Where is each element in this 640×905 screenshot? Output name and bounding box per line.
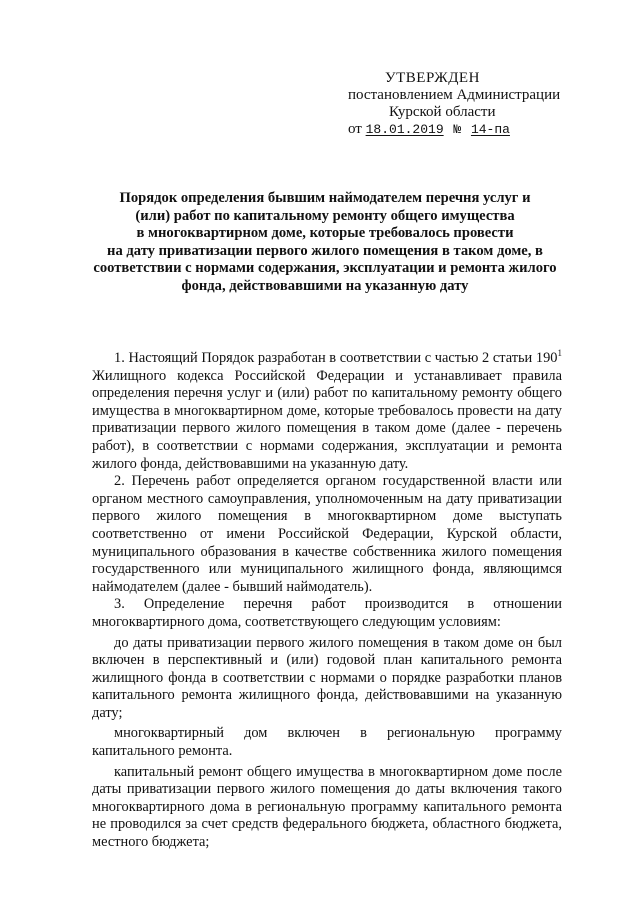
paragraph-6: капитальный ремонт общего имущества в многоквартирном доме после даты приватизации первого жилого помещения до даты включения такого многоквартирного дома в региональную программу капитального ремонта не проводился за счет средств федерального бюджета, областного бюджета, местного бюджета; (92, 763, 562, 851)
paragraph-1-start: 1. Настоящий Порядок разработан в соответствии с частью 2 статьи 190 (114, 350, 558, 366)
document-title-line: фонда, действовавшими на указанную дату (181, 277, 469, 294)
paragraph-3: 3. Определение перечня работ производится в отношении многоквартирного дома, соответствующего следующим условиям: (92, 596, 562, 630)
paragraph-4: до даты приватизации первого жилого помещения в таком доме он был включен в перспективный и (или) годовой план капитального ремонта жилищного фонда в соответствии с нормами о порядке разработки планов капитального ремонта жилищного фонда, действовавшими на указанную дату; (92, 634, 562, 721)
approval-block (348, 70, 578, 138)
approval-number-sign: № (453, 122, 462, 137)
approval-title: УТВЕРЖДЕН (385, 70, 480, 86)
document-body (92, 350, 562, 852)
approval-date: 18.01.2019 (365, 122, 444, 137)
paragraph-2: 2. Перечень работ определяется органом государственной власти или органом местного самоуправления, уполномоченным на дату приватизации первого жилого помещения в многоквартирном доме выступать соответственно от имени Российской Федерации, Курской области, муниципального образования в качестве собственника жилого помещения государственного или муниципального жилищного фонда, являющимся наймодателем (далее - бывший наймодатель). (92, 473, 562, 595)
approval-date-line (348, 121, 578, 138)
approval-number: 14-па (470, 122, 510, 137)
paragraph-1 (92, 350, 562, 473)
paragraph-5: многоквартирный дом включен в региональную программу капитального ремонта. (92, 725, 562, 760)
approval-date-prefix: от (348, 121, 362, 137)
document-title-line: в многоквартирном доме, которые требовалось провести (136, 225, 514, 241)
document-title-line: Порядок определения бывшим наймодателем перечня услуг и (119, 190, 531, 206)
paragraph-1-end: Жилищного кодекса Российской Федерации и устанавливает правила определения перечня услуг и (или) работ по капитальному ремонту общего имущества в многоквартирном доме, которые требовалось провести на дату приватизации первого жилого помещения в таком доме (далее - перечень работ), в соответствии с нормами содержания, эксплуатации и ремонта жилого фонда, действовавшими на указанную дату. (92, 367, 562, 472)
approval-line-1: постановлением Администрации (348, 87, 561, 103)
document-title (70, 190, 580, 295)
superscript: 1 (557, 348, 562, 359)
document-title-line: (или) работ по капитальному ремонту общего имущества (135, 207, 515, 224)
approval-line-2: Курской области (389, 104, 496, 120)
document-title-line: на дату приватизации первого жилого помещения в таком доме, в (107, 242, 543, 259)
document-title-line: соответствии с нормами содержания, эксплуатации и ремонта жилого (93, 260, 557, 276)
